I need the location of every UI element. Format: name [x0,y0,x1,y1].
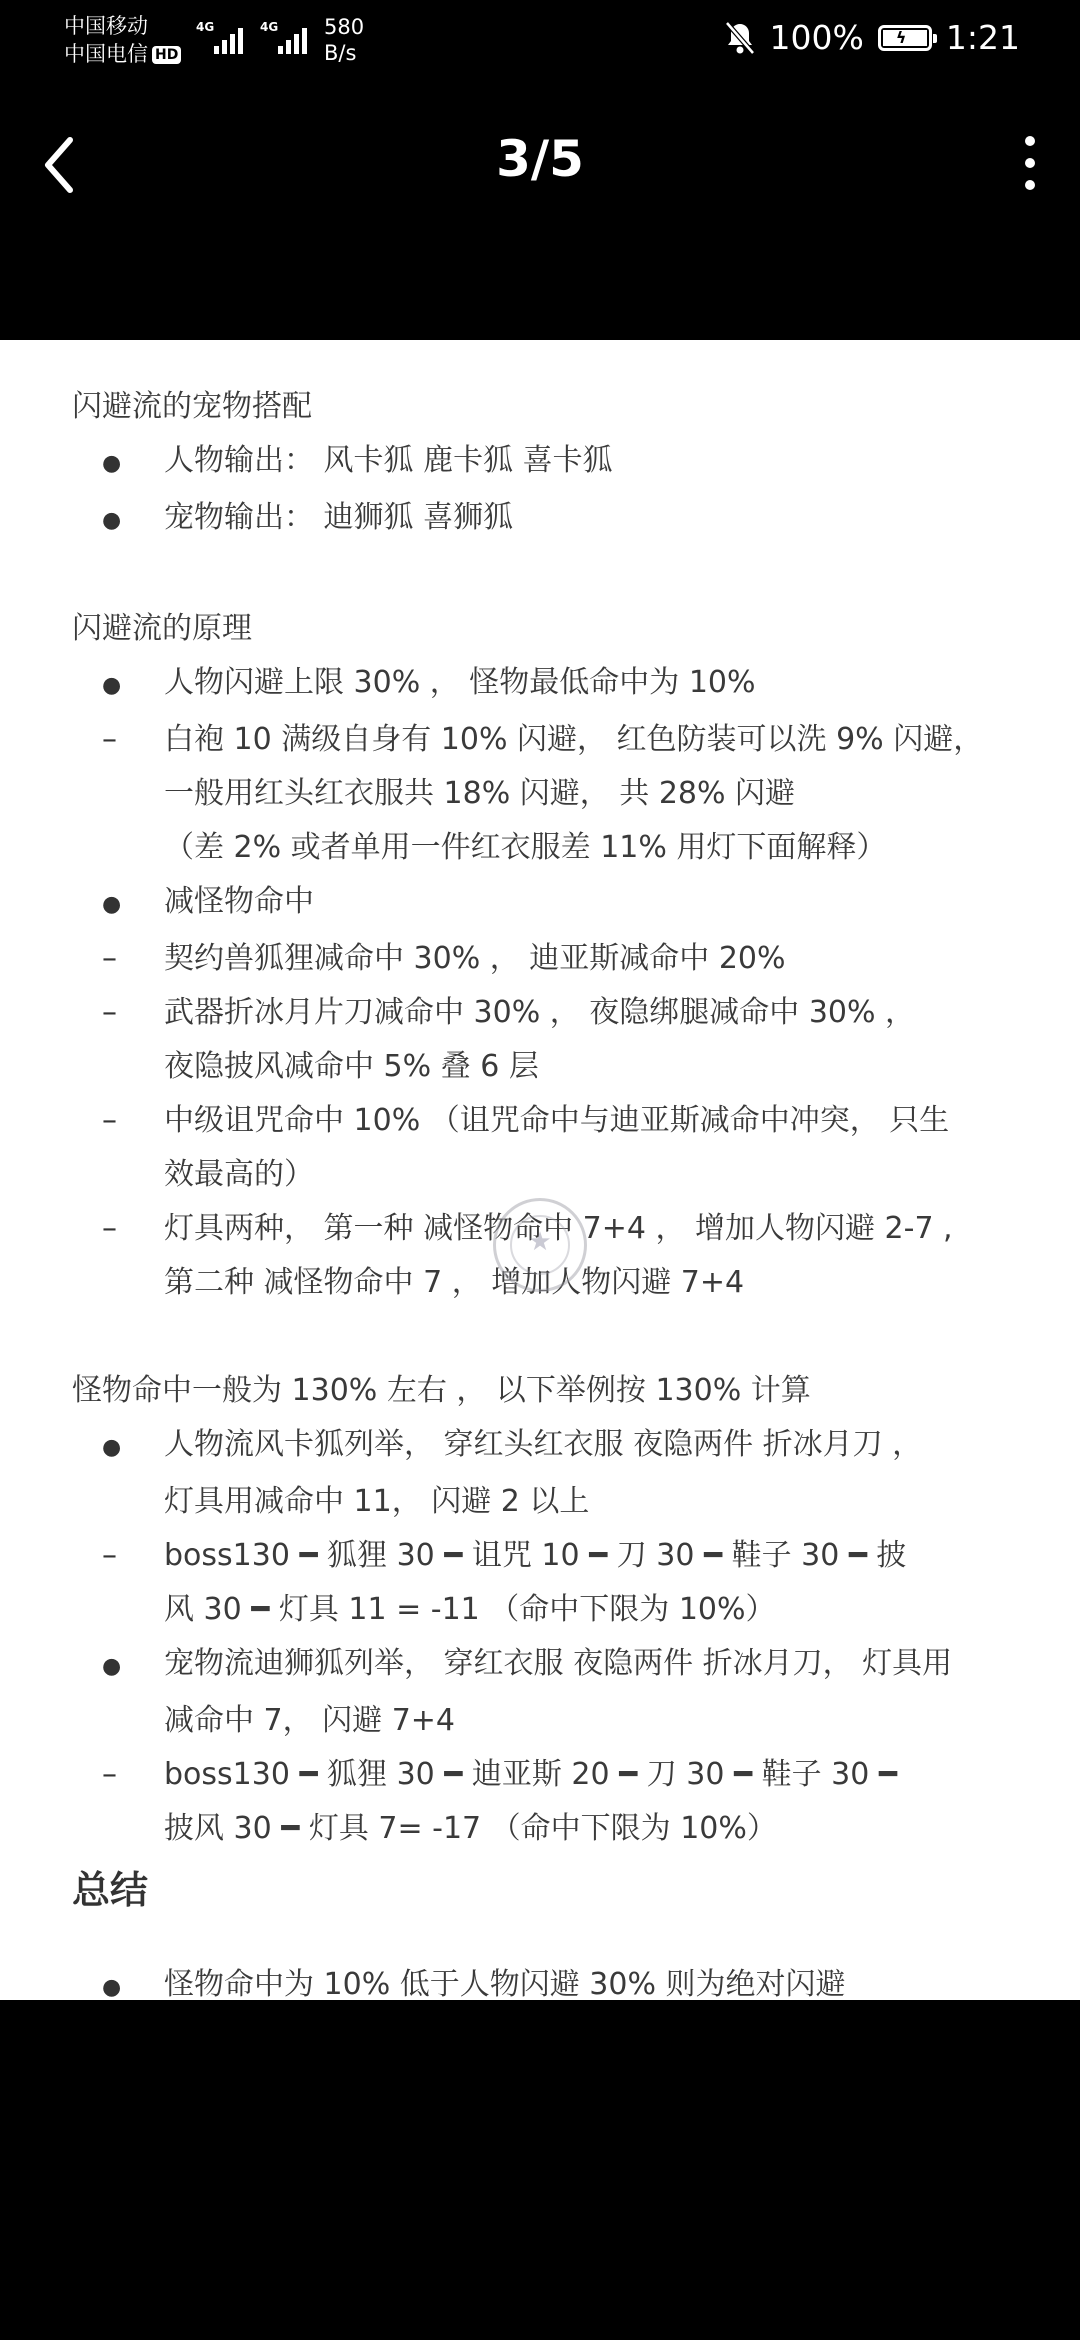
document-page [0,340,1080,2000]
watermark-stamp [493,1198,587,1292]
list-item: – 契约兽狐狸减命中 30% ， 迪亚斯减命中 20% [72,932,1022,986]
signal-icon [196,18,246,54]
list-item: – boss130 ━ 狐狸 30 ━ 迪亚斯 20 ━ 刀 30 ━ 鞋子 30 ━ [72,1748,1022,1802]
list-item: – 白袍 10 满级自身有 10% 闪避， 红色防装可以洗 9% 闪避， [72,713,1022,767]
section-heading: 闪避流的宠物搭配 [72,389,312,424]
net-speed-unit: B/s [324,41,357,65]
list-item: ● 人物闪避上限 30% ， 怪物最低命中为 10% [72,656,1022,713]
list-item: ● 人物输出： 风卡狐 鹿卡狐 喜卡狐 [72,434,1022,491]
section-heading: 怪物命中一般为 130% 左右 ， 以下举例按 130% 计算 [72,1373,811,1408]
list-item: 披风 30 ━ 灯具 7= -17 （命中下限为 10%） [164,1811,777,1846]
carrier-info [64,12,181,68]
status-bar [0,0,1080,80]
net-speed-value: 580 [324,15,365,39]
list-item: ● 宠物流迪狮狐列举， 穿红衣服 夜隐两件 折冰月刀， 灯具用 [72,1637,1022,1694]
carrier-2: 中国电信 [64,42,148,66]
list-item: ● 减怪物命中 [72,875,1022,932]
list-item: – 灯具两种， 第一种 减怪物命中 7+4 ， 增加人物闪避 2-7 , [72,1202,1022,1256]
net-speed [324,14,364,66]
list-item: 风 30 ━ 灯具 11 = -11 （命中下限为 10%） [164,1592,776,1627]
list-item: 夜隐披风减命中 5% 叠 6 层 [164,1049,539,1084]
status-right [724,18,1020,57]
list-item: （差 2% 或者单用一件红衣服差 11% 用灯下面解释） [164,830,887,865]
list-item: – 武器折冰月片刀减命中 30% ， 夜隐绑腿减命中 30% ， [72,986,1022,1040]
signal-2-tag: 4G [260,20,279,34]
list-item: ● 宠物输出： 迪狮狐 喜狮狐 [72,491,1022,548]
section-heading: 闪避流的原理 [72,611,252,646]
signal-indicators [196,18,310,54]
list-item: – boss130 ━ 狐狸 30 ━ 诅咒 10 ━ 刀 30 ━ 鞋子 30 ━ 披 [72,1529,1022,1583]
list-item: 第二种 减怪物命中 7 ， 增加人物闪避 7+4 [164,1265,745,1300]
battery-charging-icon: ϟ [878,25,932,51]
list-item: – 中级诅咒命中 10% （诅咒命中与迪亚斯减命中冲突， 只生 [72,1094,1022,1148]
bell-off-icon [724,21,756,55]
more-vertical-icon [1018,136,1042,190]
more-button[interactable] [1018,136,1042,196]
list-item: 减命中 7， 闪避 7+4 [164,1703,456,1738]
carrier-1: 中国移动 [64,14,148,38]
list-item: 效最高的） [164,1157,314,1192]
hd-badge: HD [152,46,181,64]
list-item: 一般用红头红衣服共 18% 闪避， 共 28% 闪避 [164,776,796,811]
clock: 1:21 [945,18,1020,57]
list-item: ● 人物流风卡狐列举， 穿红头红衣服 夜隐两件 折冰月刀 ， [72,1418,1022,1475]
document-content [72,380,1022,2015]
page-counter: 3/5 [496,130,584,188]
signal-1-tag: 4G [196,20,215,34]
battery-percent: 100% [769,18,864,57]
list-item: 灯具用减命中 11， 闪避 2 以上 [164,1484,590,1519]
summary-title: 总结 [72,1868,149,1912]
signal-icon [260,18,310,54]
list-item: ● 怪物命中为 10% 低于人物闪避 30% 则为绝对闪避 [72,1958,1022,2015]
